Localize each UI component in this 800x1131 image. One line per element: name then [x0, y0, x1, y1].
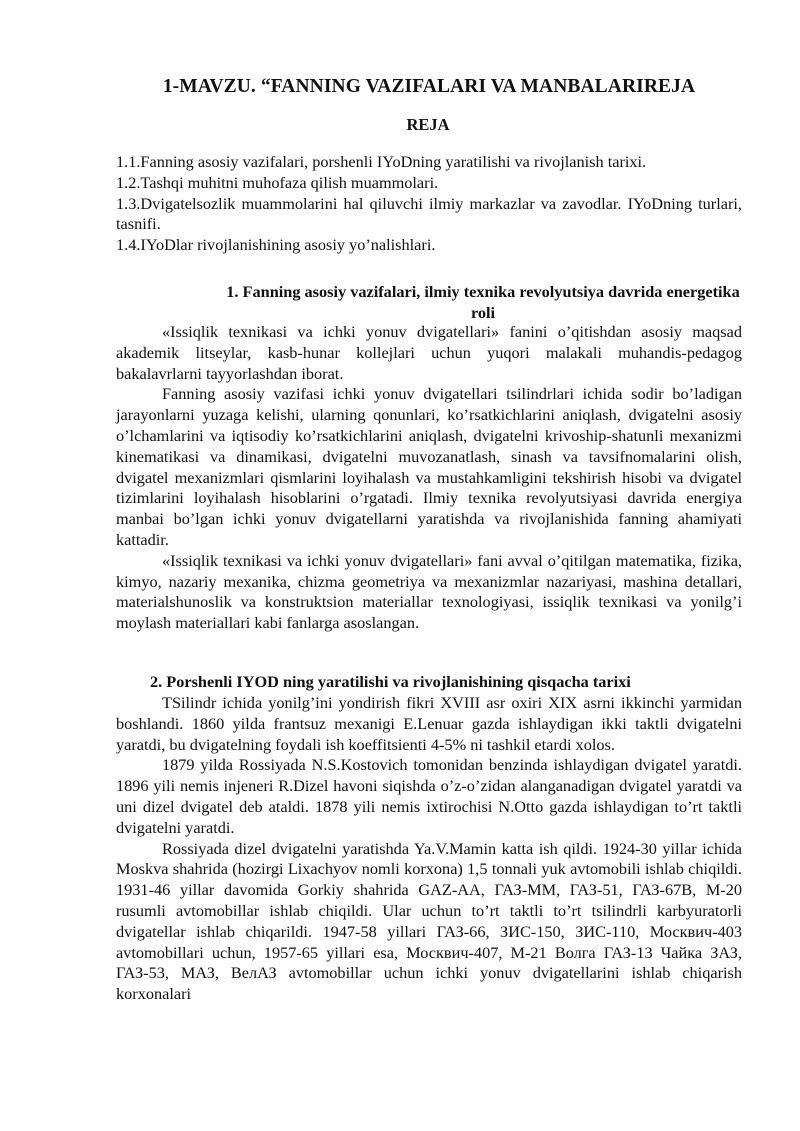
- plan-heading: REJA: [406, 115, 450, 134]
- toc-item-4: 1.4.IYoDlar rivojlanishining asosiy yo’nalishlari.: [116, 235, 436, 255]
- section-1-paragraph-2: Fanning asosiy vazifasi ichki yonuv dvigatellari tsilindrlari ichida sodir bo’ladigan jarayonlarni yuzaga kelishi, ularning qonunlari, ko’rsatkichlarini aniqlash, dvigatelni asosiy o’lchamlarini va iqtisodiy ko’rsatkichlarini aniqlash, dvigatelni krivoship-shatunli mexanizmi kinematikasi va dinamikasi, dvigatelni muvozanatlash, sinash va tavsifnomalarini olish, dvigatel mexanizmlari qismlarini loyihalash va mustahkamligini tekshirish hisobi va dvigatel tizimlarini loyihalash hisoblarini o’rgatadi. Ilmiy texnika revolyutsiyasi davrida energiya manbai bo’lgan ichki yonuv dvigatellarni yaratishda va rivojlanishida fanning ahamiyati kattadir.: [116, 384, 742, 549]
- section-2-paragraph-2: 1879 yilda Rossiyada N.S.Kostovich tomonidan benzinda ishlaydigan dvigatel yaratdi. 1896 yili nemis injeneri R.Dizel havoni siqishda o’z-o’zidan alanganadigan dvigatel yaratdi va uni dizel dvigatel deb ataldi. 1878 yili nemis ixtirochisi N.Otto gazda ishlaydigan to’rt taktli dvigatelni yaratdi.: [116, 755, 742, 837]
- toc-item-2: 1.2.Tashqi muhitni muhofaza qilish muammolari.: [116, 172, 439, 192]
- section-2-paragraph-1: TSilindr ichida yonilg’ini yondirish fikri XVIII asr oxiri XIX asrni ikkinchi yarmidan boshlandi. 1860 yilda frantsuz mexanigi E.Lenuar gazda ishlaydigan ikki taktli dvigatelni yaratdi, bu dvigatelning foydali ish koeffitsienti 4-5% ni tashkil etardi xolos.: [116, 693, 742, 754]
- toc-item-1: 1.1.Fanning asosiy vazifalari, porshenli IYoDning yaratilishi va rivojlanish tarixi.: [116, 152, 647, 171]
- document-title: 1-MAVZU. “FANNING VAZIFALARI VA MANBALARIREJA: [162, 76, 696, 97]
- section-2-body: [116, 693, 742, 1005]
- section-2-paragraph-3: Rossiyada dizel dvigatelni yaratishda Ya.V.Mamin katta ish qildi. 1924-30 yillar ichida Moskva shahrida (hozirgi Lixachyov nomli korxona) 1,5 tonnali yuk avtomobili ishlab chiqildi. 1931-46 yillar davomida Gorkiy shahrida GAZ-AA, ГАЗ-ММ, ГАЗ-51, ГАЗ-67В, М-20 rusumli avtomobillar ishlab chiqildi. Ular uchun to’rt taktli to’rt tsilindrli karbyuratorli dvigatellar ishlab chiqarildi. 1947-58 yillari ГАЗ-66, ЗИС-150, ЗИС-110, Москвич-403 avtomobillari uchun, 1957-65 yillari esa, Москвич-407, М-21 Волга ГАЗ-13 Чайка ЗАЗ, ГАЗ-53, МАЗ, ВелАЗ avtomobillar uchun ichki yonuv dvigatellarini ishlab chiqarish korxonalari: [116, 838, 742, 1004]
- section-1-paragraph-3: «Issiqlik texnikasi va ichki yonuv dvigatellari» fani avval o’qitilgan matematika, fizika, kimyo, nazariy mexanika, chizma geometriya va mexanizmlar nazariyasi, mashina detallari, materialshunoslik va konstruktsion materiallar texnologiyasi, issiqlik texnikasi va yonilg’i moylash materiallari kabi fanlarga asoslangan.: [116, 550, 742, 633]
- toc-item-3: 1.3.Dvigatelsozlik muammolarini hal qiluvchi ilmiy markazlar va zavodlar. IYoDning turlari, tasnifi.: [116, 193, 742, 234]
- table-of-contents: [116, 152, 742, 256]
- section-1-heading: 1. Fanning asosiy vazifalari, ilmiy texnika revolyutsiya davrida energetika roli: [226, 282, 740, 322]
- section-1-body: [116, 322, 742, 634]
- section-2-heading: 2. Porshenli IYOD ning yaratilishi va rivojlanishining qisqacha tarixi: [150, 672, 631, 691]
- section-1-paragraph-1: «Issiqlik texnikasi va ichki yonuv dvigatellari» fanini o’qitishdan asosiy maqsad akademik litseylar, kasb-hunar kollejlari uchun yuqori malakali muhandis-pedagog bakalavrlarni tayyorlashdan iborat.: [116, 322, 742, 383]
